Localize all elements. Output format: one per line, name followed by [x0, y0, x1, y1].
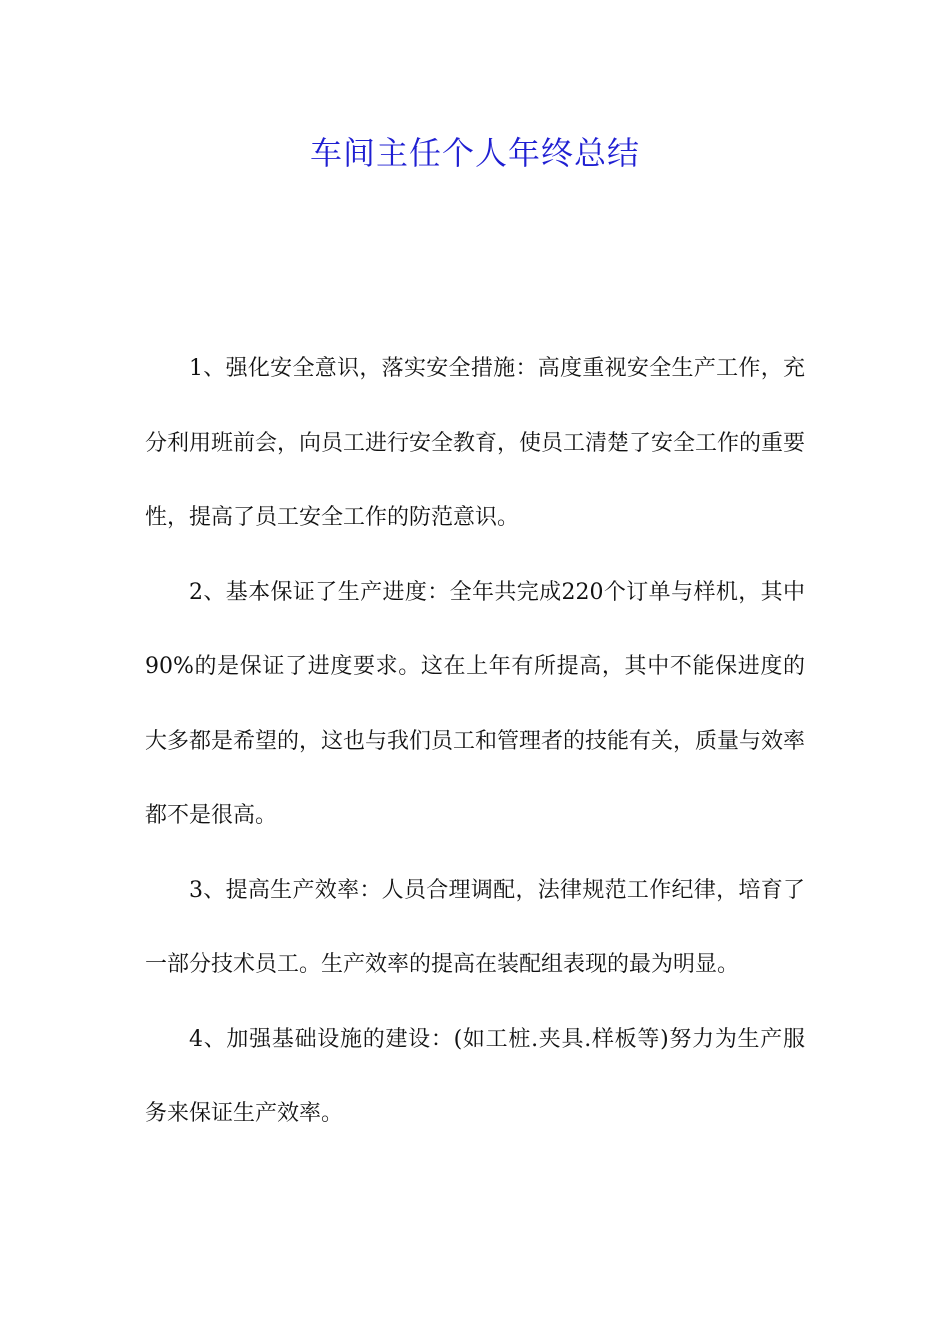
paragraph-infrastructure: 4、加强基础设施的建设：(如工桩.夹具.样板等)努力为生产服务来保证生产效率。 — [145, 1026, 805, 1126]
paragraph-safety: 1、强化安全意识，落实安全措施：高度重视安全生产工作，充分利用班前会，向员工进行安全教育，使员工清楚了安全工作的重要性，提高了员工安全工作的防范意识。 — [145, 356, 806, 530]
paragraph-progress: 2、基本保证了生产进度：全年共完成220个订单与样机，其中90%的是保证了进度要求。这在上年有所提高，其中不能保进度的大多都是希望的，这也与我们员工和管理者的技能有关，质量与效率都不是很高。 — [145, 579, 806, 828]
document-body — [145, 332, 805, 1152]
paragraph-efficiency: 3、提高生产效率：人员合理调配，法律规范工作纪律，培育了一部分技术员工。生产效率的提高在装配组表现的最为明显。 — [145, 877, 805, 977]
document-title: 车间主任个人年终总结 — [309, 134, 640, 172]
